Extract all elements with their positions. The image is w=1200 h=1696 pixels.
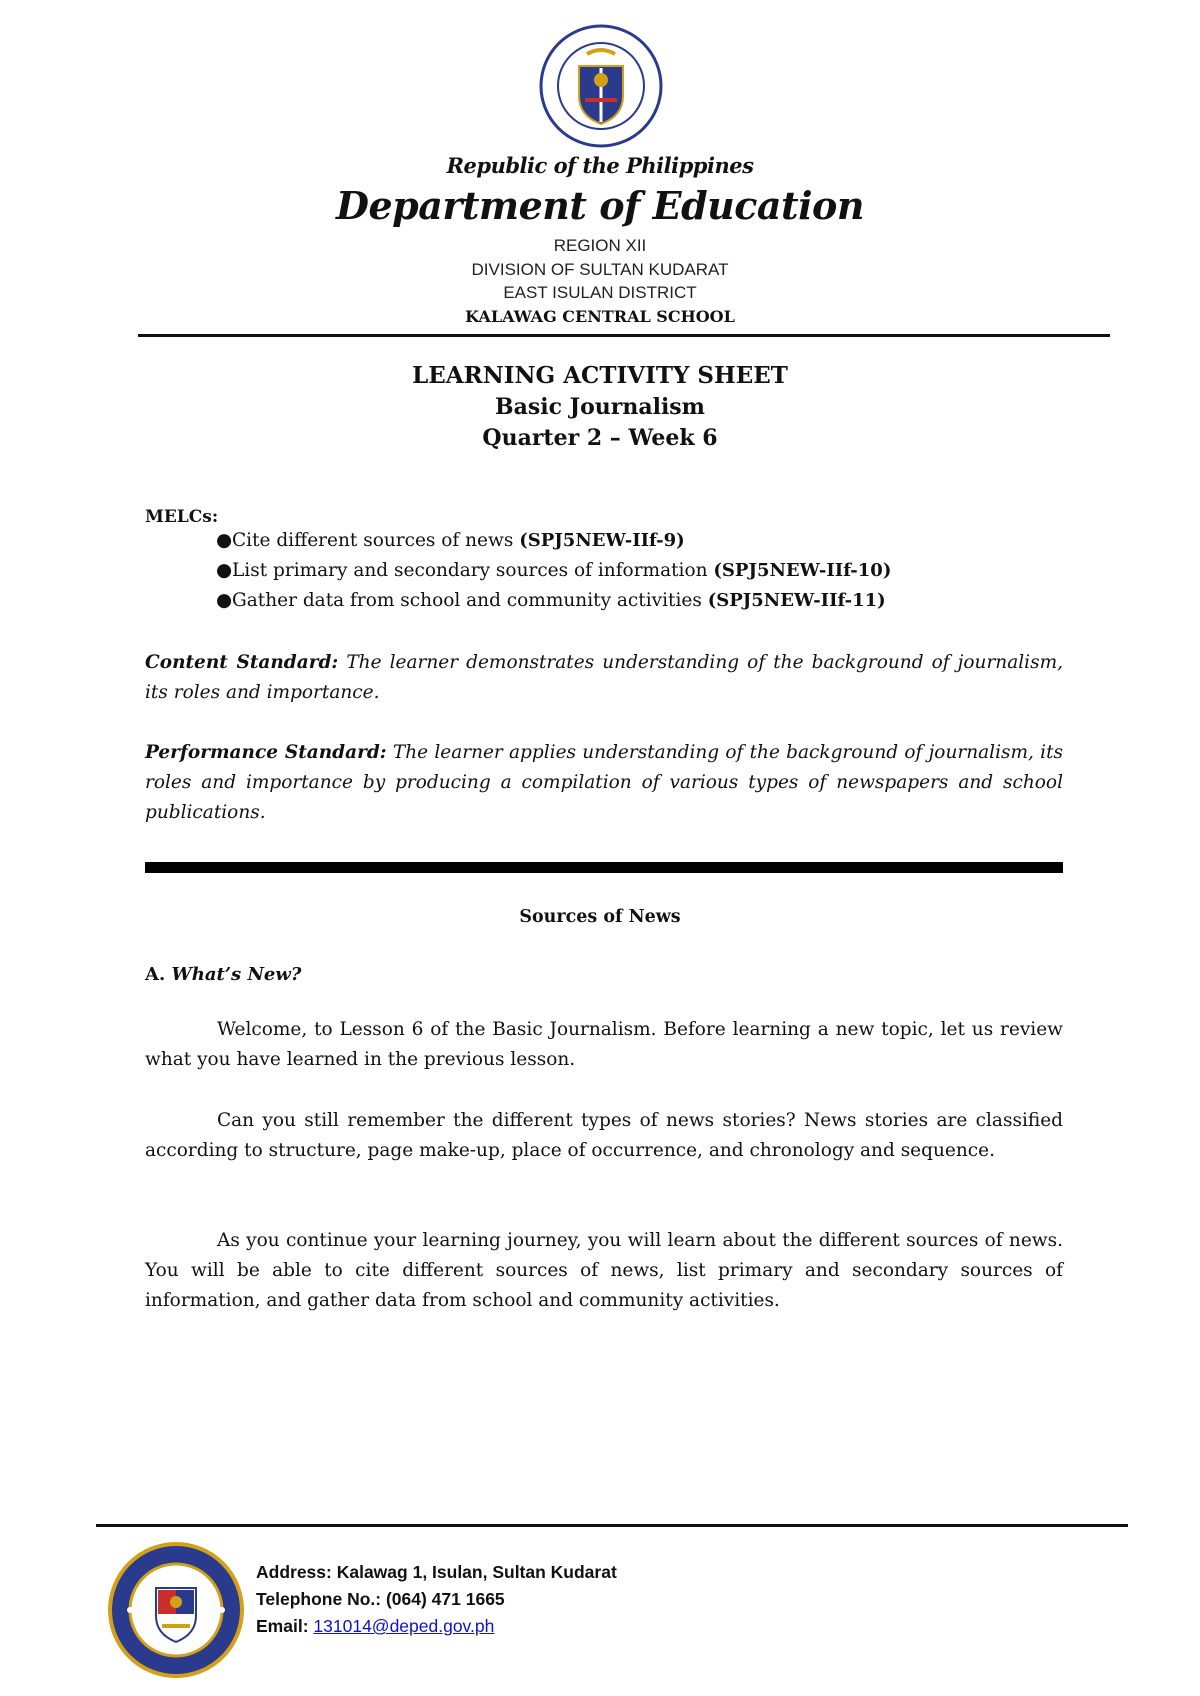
melc-text: Cite different sources of news [232,530,520,551]
telephone-value: (064) 471 1665 [381,1589,505,1609]
melc-code: (SPJ5NEW-IIf-9) [519,530,685,551]
telephone-label: Telephone No.: [256,1589,382,1609]
bullet-icon: ● [216,530,233,551]
performance-standard-text: The learner applies understanding of the background of journalism, its roles and importance by producing a compilation of various types of newspapers and school publications. [145,742,1063,823]
section-letter: A. [145,964,166,985]
footer-divider [96,1524,1128,1527]
republic-heading: Republic of the Philippines [446,153,754,178]
email-label: Email: [256,1616,309,1636]
lesson-paragraph: Can you still remember the different types of news stories? News stories are classified according to structure, page make-up, place of occurrence, and chronology and sequence. [145,1110,1063,1161]
melc-text: Gather data from school and community activities [232,590,708,611]
list-item [216,586,891,616]
section-divider [145,862,1063,873]
address-label: Address: [256,1562,332,1582]
performance-standard-label: Performance Standard: [145,742,387,763]
subject-title: Basic Journalism [495,394,705,420]
list-item [216,556,892,586]
melcs-list [216,526,892,616]
melcs-label: MELCs: [145,507,219,527]
content-standard-text: The learner demonstrates understanding of the background of journalism, its roles and importance. [145,652,1064,703]
quarter-title: Quarter 2 – Week 6 [482,425,718,451]
content-standard-label: Content Standard: [145,652,339,673]
address-value: Kalawag 1, Isulan, Sultan Kudarat [331,1562,617,1582]
region-line: REGION XII [553,236,647,255]
content-standard [145,648,1063,708]
school-seal-icon [106,1540,246,1680]
section-heading [145,960,301,990]
school-name: KALAWAG CENTRAL SCHOOL [465,307,735,326]
section-title: What’s New? [171,964,302,985]
footer-address [256,1562,617,1583]
header-divider [138,334,1110,337]
performance-standard [145,738,1063,828]
list-item [216,526,891,556]
footer-email [256,1616,494,1637]
bullet-icon: ● [216,560,233,581]
email-link[interactable]: 131014@deped.gov.ph [313,1616,495,1636]
melc-text: List primary and secondary sources of information [232,560,714,581]
deped-seal-icon [539,24,663,148]
division-line: DIVISION OF SULTAN KUDARAT [471,260,729,279]
bullet-icon: ● [216,590,233,611]
melc-code: (SPJ5NEW-IIf-11) [707,590,886,611]
department-heading: Department of Education [336,183,864,228]
district-line: EAST ISULAN DISTRICT [503,283,697,302]
lesson-paragraph: As you continue your learning journey, you will learn about the different sources of news. You will be able to cite different sources of news, list primary and secondary sources of information, and gather data from school and community activities. [145,1230,1063,1311]
sheet-title: LEARNING ACTIVITY SHEET [412,362,788,389]
melc-code: (SPJ5NEW-IIf-10) [713,560,892,581]
lesson-title: Sources of News [519,907,681,927]
lesson-paragraph: Welcome, to Lesson 6 of the Basic Journalism. Before learning a new topic, let us review what you have learned in the previous lesson. [145,1019,1063,1070]
footer-telephone [256,1589,505,1610]
